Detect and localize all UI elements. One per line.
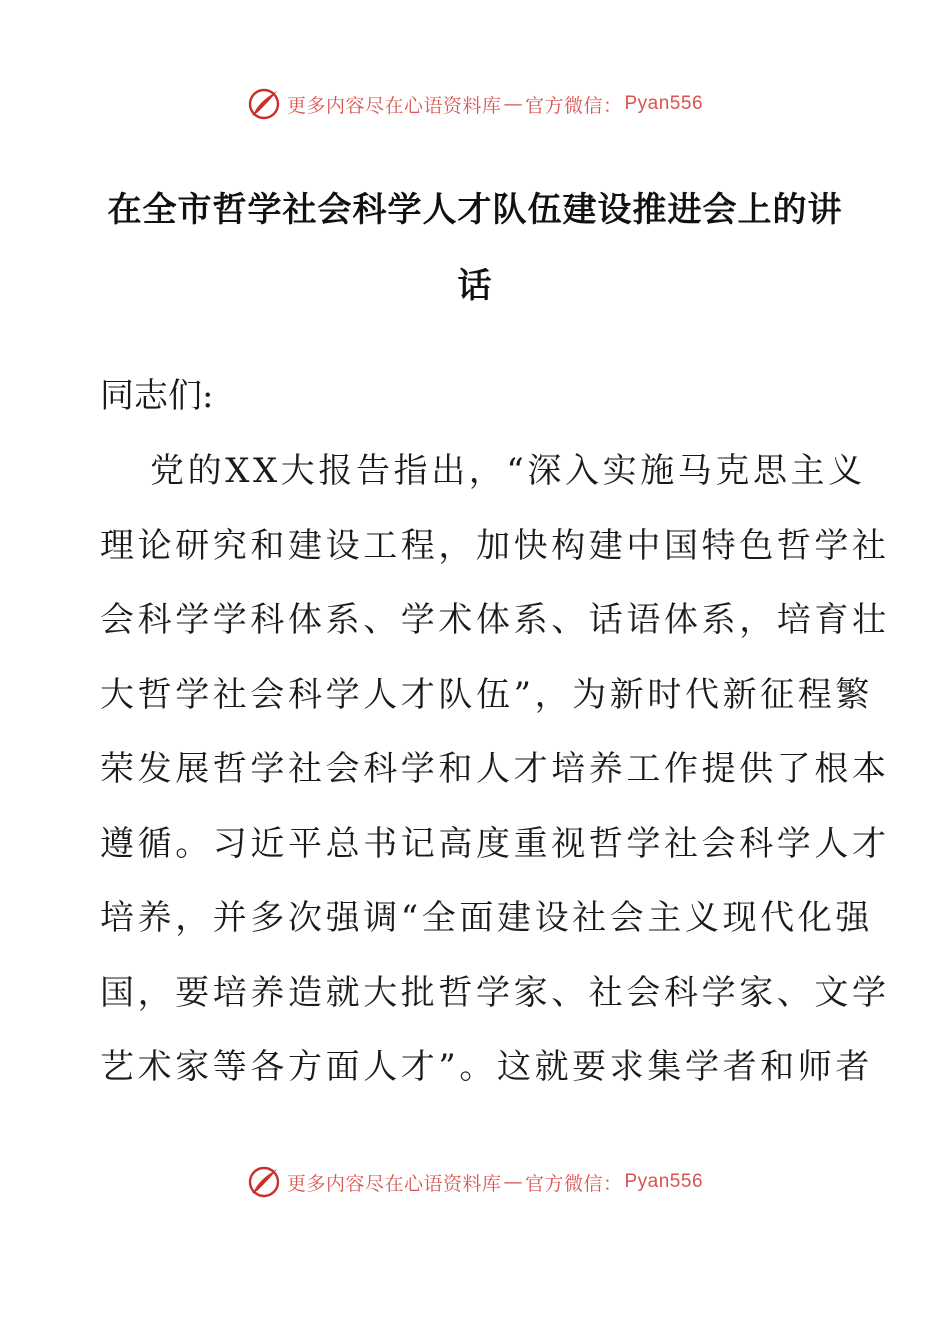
footer-watermark-banner (0, 1162, 950, 1202)
banner-brand-text: 更多内容尽在心语资料库 (286, 94, 502, 117)
paragraph-line: 党的XX大报告指出，“深入实施马克思主义 (150, 451, 866, 491)
salutation: 同志们: (100, 376, 214, 416)
banner-wechat-label: 官方微信： (524, 94, 623, 117)
paragraph-line: 会科学学科体系、学术体系、话语体系，培育壮 (100, 600, 890, 640)
paragraph-line: 国，要培养造就大批哲学家、社会科学家、文学 (100, 972, 890, 1013)
paragraph-line: 培养，并多次强调“全面建设社会主义现代化强 (100, 898, 873, 938)
banner-wechat-id: Pyan556 (624, 93, 704, 114)
body-paragraph (100, 434, 890, 1105)
banner-brand-text: 更多内容尽在心语资料库 (286, 1172, 502, 1195)
paragraph-line: 大哲学社会科学人才队伍”，为新时代新征程繁 (100, 674, 873, 715)
quill-logo-icon (247, 1165, 281, 1199)
quill-logo-icon (247, 87, 281, 121)
paragraph-line: 艺术家等各方面人才”。这就要求集学者和师者 (100, 1047, 873, 1087)
banner-dash: — (503, 93, 523, 115)
paragraph-line: 理论研究和建设工程，加快构建中国特色哲学社 (100, 525, 890, 566)
paragraph-line: 荣发展哲学社会科学和人才培养工作提供了根本 (100, 749, 890, 789)
document-title: 在全市哲学社会科学人才队伍建设推进会上的讲话 (107, 190, 843, 306)
paragraph-line: 遵循。习近平总书记高度重视哲学社会科学人才 (100, 823, 890, 864)
banner-dash: — (503, 1171, 523, 1193)
banner-wechat-id: Pyan556 (624, 1171, 704, 1192)
header-watermark-banner (0, 84, 950, 124)
banner-wechat-label: 官方微信： (524, 1172, 623, 1195)
